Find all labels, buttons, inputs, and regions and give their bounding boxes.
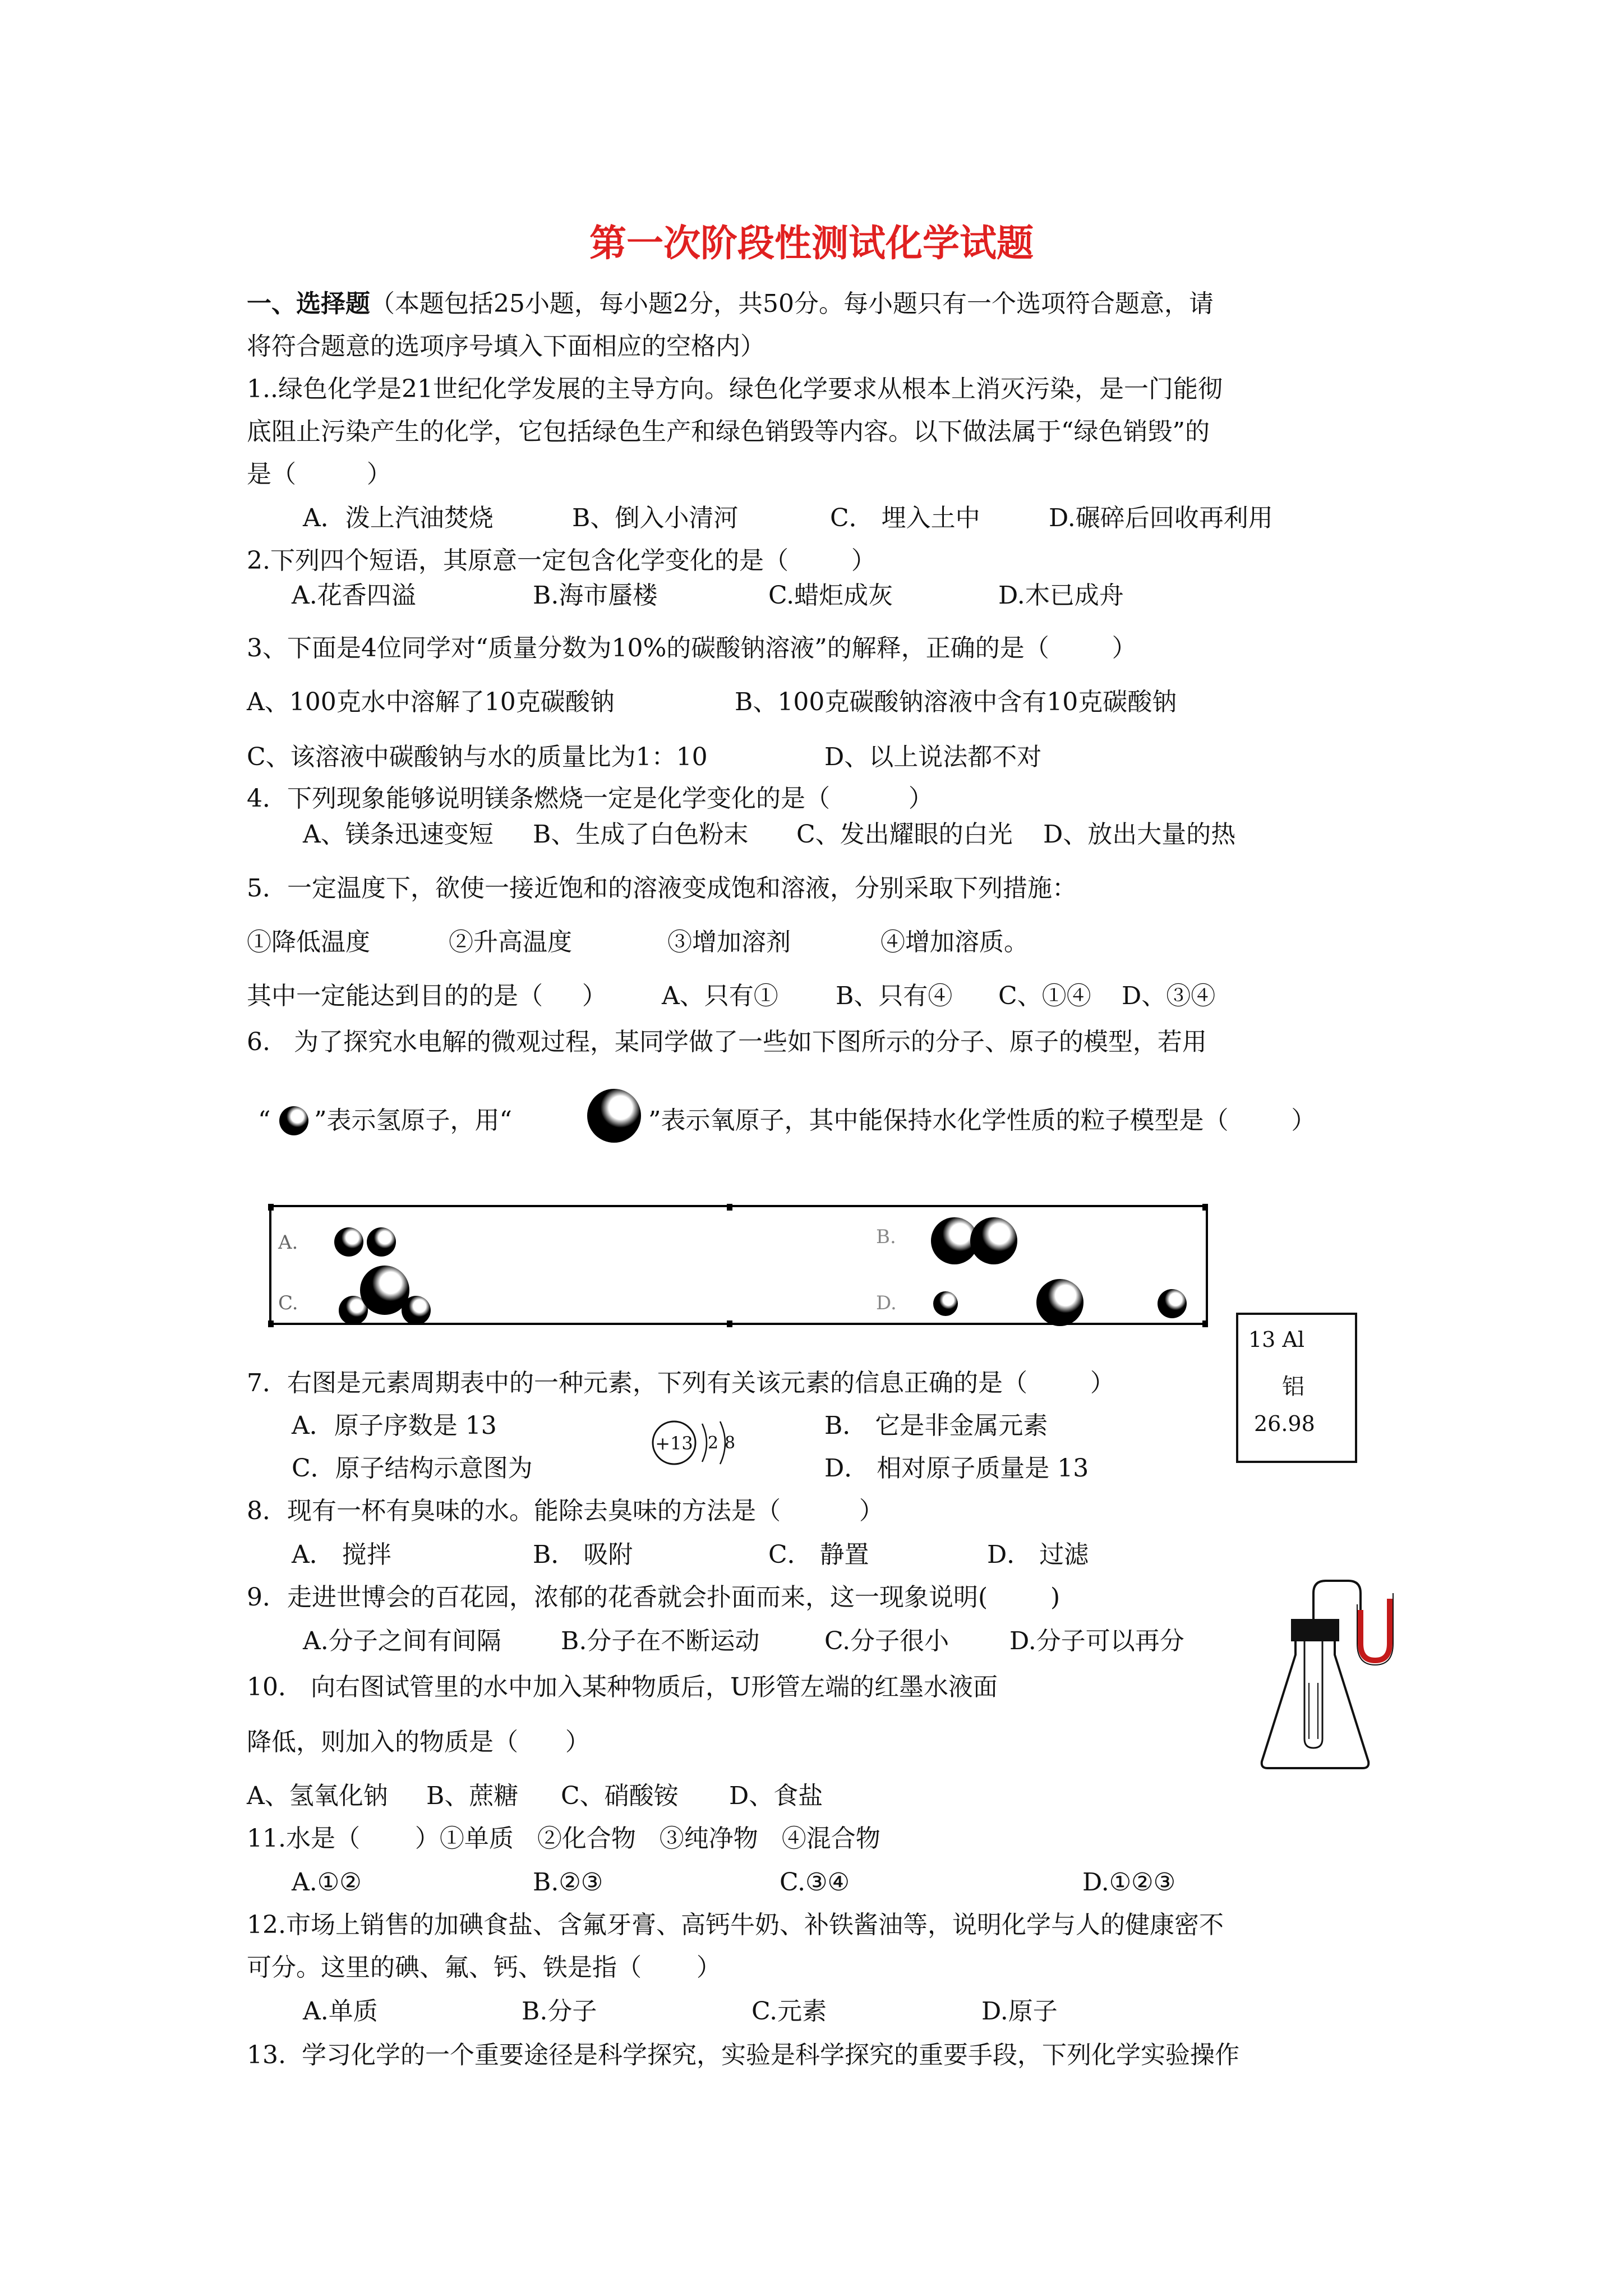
q8-option-b[interactable]: B． 吸附 (533, 1540, 633, 1569)
q6-prefix: “ (258, 1106, 271, 1135)
q4-option-c[interactable]: C、发出耀眼的白光 (796, 820, 1013, 849)
q4-option-b[interactable]: B、生成了白色粉末 (533, 820, 749, 849)
q8-stem: 8．现有一杯有臭味的水。能除去臭味的方法是（ ） (247, 1497, 884, 1525)
q7-option-a[interactable]: A．原子序数是 13 (292, 1411, 497, 1440)
q8-option-c[interactable]: C． 静置 (768, 1540, 869, 1569)
q9-option-b[interactable]: B.分子在不断运动 (561, 1627, 760, 1655)
q12-line-2: 可分。这里的碘、氟、钙、铁是指（ ） (247, 1953, 721, 1982)
q5-measure-3: ③增加溶剂 (667, 928, 791, 956)
element-mass: 26.98 (1254, 1411, 1315, 1436)
shell-1-electrons: 2 (708, 1433, 719, 1453)
q3-option-a[interactable]: A、100克水中溶解了10克碳酸钠 (247, 688, 615, 716)
q9-option-c[interactable]: C.分子很小 (824, 1627, 949, 1655)
hydrogen-atom-icon (276, 1103, 312, 1139)
q5-option-b[interactable]: B、只有④ (836, 982, 953, 1010)
q1-line-2: 底阻止污染产生的化学，它包括绿色生产和绿色销毁等内容。以下做法属于“绿色销毁”的 (247, 417, 1210, 446)
q1-option-a[interactable]: A．泼上汽油焚烧 (303, 504, 494, 532)
model-c-label: C. (278, 1292, 298, 1314)
q4-stem: 4．下列现象能够说明镁条燃烧一定是化学变化的是（ ） (247, 784, 933, 813)
q9-option-d[interactable]: D.分子可以再分 (1009, 1627, 1184, 1655)
model-d-label: D. (876, 1292, 897, 1314)
q1-option-d[interactable]: D.碾碎后回收再利用 (1049, 504, 1273, 532)
q4-option-d[interactable]: D、放出大量的热 (1043, 820, 1236, 849)
q1-option-b[interactable]: B、倒入小清河 (572, 504, 739, 532)
q5-option-d[interactable]: D、③④ (1122, 982, 1216, 1010)
q3-option-c[interactable]: C、该溶液中碳酸钠与水的质量比为1：10 (247, 743, 708, 771)
q10-option-d[interactable]: D、食盐 (729, 1782, 823, 1810)
q3-option-b[interactable]: B、100克碳酸钠溶液中含有10克碳酸钠 (735, 688, 1177, 716)
q12-option-b[interactable]: B.分子 (522, 1997, 597, 2026)
page-title: 第一次阶段性测试化学试题 (589, 222, 1034, 265)
q10-option-b[interactable]: B、蔗糖 (426, 1782, 519, 1810)
q2-option-b[interactable]: B.海市蜃楼 (533, 581, 658, 610)
shell-2-electrons: 8 (725, 1433, 736, 1453)
q5-measure-1: ①降低温度 (247, 928, 370, 956)
nucleus-charge: +13 (655, 1433, 693, 1454)
q5-measure-4: ④增加溶质。 (880, 928, 1029, 956)
q10-option-c[interactable]: C、硝酸铵 (561, 1782, 679, 1810)
model-b-molecule[interactable] (931, 1217, 1017, 1264)
q5-stem-2: 其中一定能达到目的的是（ ） (247, 982, 607, 1010)
q7-option-c[interactable]: C．原子结构示意图为 (292, 1454, 533, 1483)
q7-option-b[interactable]: B． 它是非金属元素 (824, 1411, 1048, 1440)
oxygen-atom-icon (583, 1085, 645, 1147)
q6-stem: 6. 为了探究水电解的微观过程，某同学做了一些如下图所示的分子、原子的模型，若用 (247, 1028, 1207, 1056)
q13-line-1: 13. 学习化学的一个重要途径是科学探究，实验是科学探究的重要手段，下列化学实验操作 (247, 2041, 1239, 2069)
model-a-molecule[interactable] (334, 1227, 396, 1257)
q12-option-d[interactable]: D.原子 (981, 1997, 1058, 2026)
q11-option-a[interactable]: A.①② (292, 1868, 362, 1897)
u-tube-flask-diagram (1251, 1571, 1408, 1784)
element-name: 铝 (1282, 1374, 1304, 1400)
q5-measure-2: ②升高温度 (449, 928, 572, 956)
q2-stem: 2.下列四个短语，其原意一定包含化学变化的是（ ） (247, 546, 876, 575)
q7-option-d[interactable]: D． 相对原子质量是 13 (824, 1454, 1089, 1483)
q4-option-a[interactable]: A、镁条迅速变短 (303, 820, 494, 849)
model-d-atoms[interactable] (933, 1279, 1187, 1326)
q10-option-a[interactable]: A、氢氧化钠 (247, 1782, 388, 1810)
q6-molecule-models (264, 1199, 1217, 1334)
section-desc-1: （本题包括25小题，每小题2分，共50分。每小题只有一个选项符合题意，请 (370, 289, 1214, 318)
model-c-molecule[interactable] (339, 1266, 431, 1325)
q11-stem: 11.水是（ ）①单质 ②化合物 ③纯净物 ④混合物 (247, 1824, 880, 1853)
q12-line-1: 12.市场上销售的加碘食盐、含氟牙膏、高钙牛奶、补铁酱油等，说明化学与人的健康密不 (247, 1911, 1224, 1939)
q1-line-3: 是（ ） (247, 460, 391, 489)
q1-option-c[interactable]: C． 埋入土中 (830, 504, 980, 532)
q9-option-a[interactable]: A.分子之间有间隔 (303, 1627, 501, 1655)
q11-option-d[interactable]: D.①②③ (1082, 1868, 1176, 1897)
element-number-symbol: 13 Al (1248, 1327, 1305, 1352)
q1-line-1: 1..绿色化学是21世纪化学发展的主导方向。绿色化学要求从根本上消灭污染，是一门能彻 (247, 375, 1223, 403)
model-b-label: B. (876, 1226, 896, 1248)
q5-option-a[interactable]: A、只有① (662, 982, 778, 1010)
section-heading (247, 288, 1214, 320)
q7-stem: 7．右图是元素周期表中的一种元素，下列有关该元素的信息正确的是（ ） (247, 1369, 1115, 1397)
section-head: 一、选择题 (247, 289, 370, 318)
q9-stem: 9．走进世博会的百花园，浓郁的花香就会扑面而来，这一现象说明( ) (247, 1583, 1061, 1612)
q8-option-a[interactable]: A． 搅拌 (292, 1540, 391, 1569)
q5-option-c[interactable]: C、①④ (998, 982, 1091, 1010)
q11-option-b[interactable]: B.②③ (533, 1868, 603, 1897)
periodic-element-box (1236, 1313, 1357, 1463)
q3-option-d[interactable]: D、以上说法都不对 (824, 743, 1042, 771)
q12-option-a[interactable]: A.单质 (303, 1997, 378, 2026)
q3-stem: 3、下面是4位同学对“质量分数为10%的碳酸钠溶液”的解释，正确的是（ ） (247, 634, 1137, 662)
atomic-structure-diagram (645, 1411, 751, 1473)
q10-line-2: 降低，则加入的物质是（ ） (247, 1728, 590, 1756)
model-a-label: A. (278, 1231, 298, 1254)
q12-option-c[interactable]: C.元素 (751, 1997, 827, 2026)
q11-option-c[interactable]: C.③④ (780, 1868, 850, 1897)
q2-option-c[interactable]: C.蜡炬成灰 (768, 581, 893, 610)
q6-middle: ”表示氢原子，用“ (314, 1106, 512, 1135)
section-desc-2: 将符合题意的选项序号填入下面相应的空格内） (247, 332, 765, 361)
q6-suffix: ”表示氧原子，其中能保持水化学性质的粒子模型是（ ） (648, 1106, 1316, 1135)
q10-line-1: 10． 向右图试管里的水中加入某种物质后，U形管左端的红墨水液面 (247, 1673, 998, 1701)
q2-option-a[interactable]: A.花香四溢 (292, 581, 416, 610)
q2-option-d[interactable]: D.木已成舟 (998, 581, 1124, 610)
q5-stem: 5．一定温度下，欲使一接近饱和的溶液变成饱和溶液，分别采取下列措施： (247, 874, 1077, 903)
q8-option-d[interactable]: D． 过滤 (987, 1540, 1089, 1569)
